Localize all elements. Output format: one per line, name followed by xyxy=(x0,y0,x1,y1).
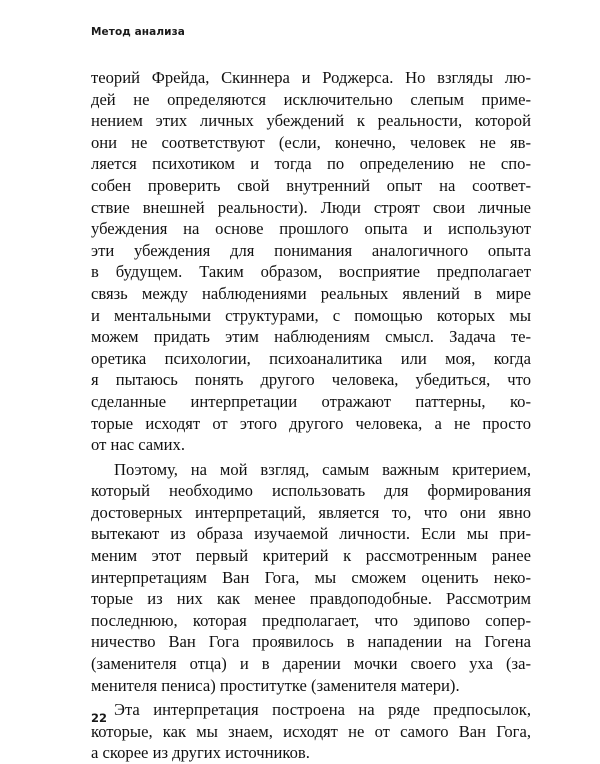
text-line: ствие внешней реальности). Люди строят свои личные xyxy=(91,197,531,217)
text-line: менителя пениса) проститутке (заменителя матери). xyxy=(91,675,460,695)
text-line: вытекают из образа изучаемой личности. Если мы при- xyxy=(91,524,531,544)
paragraph xyxy=(91,699,531,764)
text-line: которые, как мы знаем, исходят не от самого Ван Гога, xyxy=(91,721,531,741)
paragraph xyxy=(91,459,531,697)
paragraph xyxy=(91,67,531,456)
page-number: 22 xyxy=(91,711,108,725)
text-line: достоверных интерпретаций, является то, что они явно xyxy=(91,502,531,522)
text-line: ничество Ван Гога проявилось в нападении на Гогена xyxy=(91,632,531,652)
text-line: можем придать этим наблюдениям смысл. Задача те- xyxy=(91,327,531,347)
text-line: (заменителя отца) и в дарении мочки своего уха (за- xyxy=(91,654,531,674)
text-line: интерпретациям Ван Гога, мы сможем оценить неко- xyxy=(91,567,531,587)
text-line: в будущем. Таким образом, восприятие предполагает xyxy=(91,262,531,282)
text-line: я пытаюсь понять другого человека, убедиться, что xyxy=(91,370,531,390)
text-line: собен проверить свой внутренний опыт на соответ- xyxy=(91,175,531,195)
text-line: от нас самих. xyxy=(91,435,185,455)
text-line: связь между наблюдениями реальных явлений в мире xyxy=(91,283,531,303)
text-line: последнюю, которая предполагает, что эдипово сопер- xyxy=(91,610,531,630)
text-line: дей не определяются исключительно слепым приме- xyxy=(91,89,531,109)
text-line: а скорее из других источников. xyxy=(91,743,310,763)
text-line: который необходимо использовать для формирования xyxy=(91,481,531,501)
text-line: Поэтому, на мой взгляд, самым важным критерием, xyxy=(114,459,531,479)
text-line: они не соответствуют (если, конечно, человек не яв- xyxy=(91,132,531,152)
text-line: убеждения на основе прошлого опыта и используют xyxy=(91,219,531,239)
text-line: торые исходят от этого другого человека, а не просто xyxy=(91,413,531,433)
text-line: меним этот первый критерий к рассмотренным ранее xyxy=(91,546,531,566)
text-line: теорий Фрейда, Скиннера и Роджерса. Но взгляды лю- xyxy=(91,68,531,87)
text-line: ляется психотиком и тогда по определению не спо- xyxy=(91,154,531,174)
text-line: Эта интерпретация построена на ряде предпосылок, xyxy=(114,700,531,720)
body-text xyxy=(91,67,531,764)
text-line: нением этих личных убеждений к реальности, которой xyxy=(91,111,531,131)
running-head: Метод анализа xyxy=(91,26,185,38)
text-line: торые из них как менее правдоподобные. Рассмотрим xyxy=(91,589,531,609)
text-line: оретика психологии, психоаналитика или моя, когда xyxy=(91,348,531,368)
text-line: и ментальными структурами, с помощью которых мы xyxy=(91,305,531,325)
text-line: сделанные интерпретации отражают паттерны, ко- xyxy=(91,391,531,411)
text-line: эти убеждения для понимания аналогичного опыта xyxy=(91,240,531,260)
